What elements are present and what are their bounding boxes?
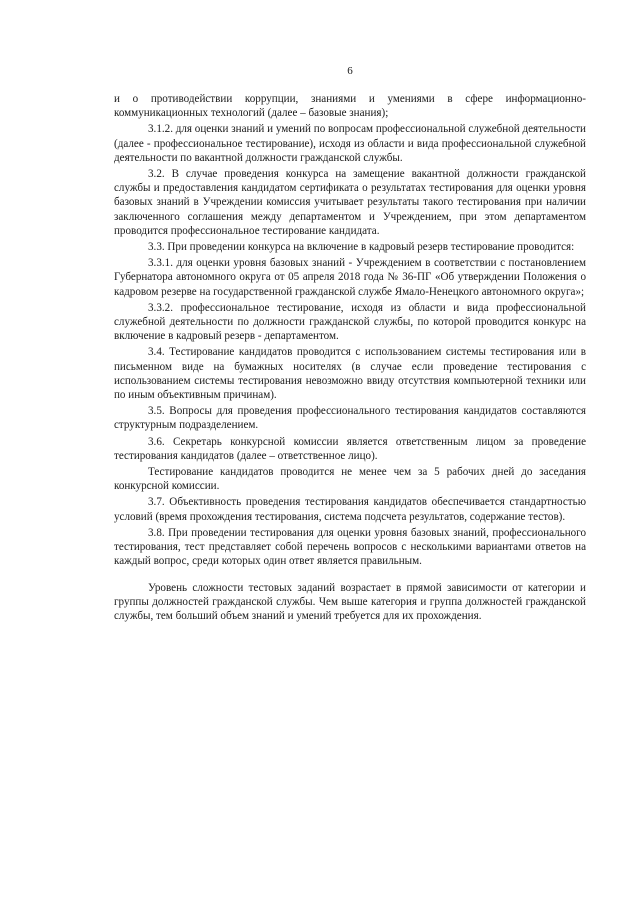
paragraph-difficulty-level: Уровень сложности тестовых заданий возрастает в прямой зависимости от категории и группы должностей гражданской службы. Чем выше категория и группа должностей гражданской службы, тем больший объем знаний и умений требуется для их прохождения.: [114, 581, 586, 622]
paragraph-continuation: и о противодействии коррупции, знаниями и умениями в сфере информационно-коммуникационных технологий (далее – базовые знания);: [114, 93, 586, 120]
document-page: [114, 64, 586, 623]
paragraph-3-3: 3.3. При проведении конкурса на включение в кадровый резерв тестирование проводится:: [148, 241, 575, 254]
paragraph-3-7: 3.7. Объективность проведения тестирования кандидатов обеспечивается стандартностью условий (время прохождения тестирования, система подсчета результатов, содержание тестов).: [114, 496, 586, 523]
paragraph-3-5: 3.5. Вопросы для проведения профессионального тестирования кандидатов составляются структурным подразделением.: [114, 405, 586, 432]
paragraph-3-8: 3.8. При проведении тестирования для оценки уровня базовых знаний, профессионального тестирования, тест представляет собой перечень вопросов с несколькими вариантами ответов на каждый вопрос, среди которых один ответ является правильным.: [114, 526, 586, 568]
page-number: 6: [347, 65, 353, 77]
paragraph-3-6: 3.6. Секретарь конкурсной комиссии является ответственным лицом за проведение тестирования кандидатов (далее – ответственное лицо).: [114, 435, 586, 462]
paragraph-3-2: 3.2. В случае проведения конкурса на замещение вакантной должности гражданской службы и предоставления кандидатом сертификата о результатах тестирования для оценки уровня базовых знаний в Учреждении комиссия учитывает результаты такого тестирования при наличии заключенного соглашения между департаментом и Учреждением, при этом департаментом проводится профессиональное тестирование кандидата.: [114, 168, 586, 237]
paragraph-3-3-2: 3.3.2. профессиональное тестирование, исходя из области и вида профессиональной служебной деятельности по должности гражданской службы, по которой проводится конкурс на включение в кадровый резерв - департаментом.: [114, 301, 586, 343]
paragraph-3-1-2: 3.1.2. для оценки знаний и умений по вопросам профессиональной служебной деятельности (далее - профессиональное тестирование), исходя из области и вида профессиональной служебной деятельности по вакантной должности гражданской службы.: [114, 123, 586, 164]
paragraph-testing-deadline: Тестирование кандидатов проводится не менее чем за 5 рабочих дней до заседания конкурсной комиссии.: [114, 466, 586, 493]
paragraph-3-4: 3.4. Тестирование кандидатов проводится с использованием системы тестирования или в письменном виде на бумажных носителях (в случае если проведение тестирования с использованием системы тестирования невозможно ввиду отсутствия компьютерной техники или по иным объективным причинам).: [114, 346, 586, 402]
paragraph-3-3-1: 3.3.1. для оценки уровня базовых знаний - Учреждением в соответствии с постановлением Губернатора автономного округа от 05 апреля 2018 года № 36-ПГ «Об утверждении Положения о кадровом резерве на государственной гражданской службе Ямало-Ненецкого автономного округа»;: [114, 257, 586, 298]
